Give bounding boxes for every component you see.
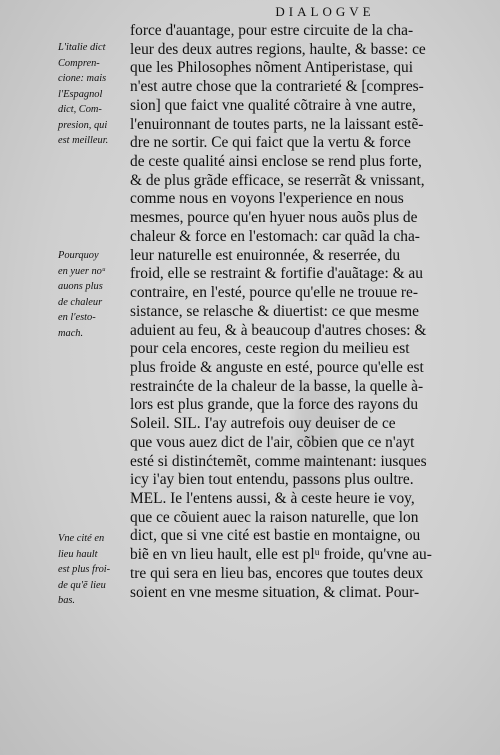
text-line: force d'auantage, pour estre circuite de la cha- xyxy=(130,22,414,39)
text-line: restrainćte de la chaleur de la basse, la quelle à- xyxy=(130,377,424,395)
margin-note-line: l'Espagnol xyxy=(58,88,103,100)
text-line: lors est plus grande, que la force des rayons du xyxy=(130,396,419,414)
margin-note-line: bas. xyxy=(58,595,76,606)
margin-note-line: est plus froi- xyxy=(58,564,111,575)
text-line: soient en vne mesme situation, & climat. Pour- xyxy=(130,583,420,601)
text-line: que les Philosophes nõment Antiperistase, qui xyxy=(130,59,413,77)
margin-note-line: cione: mais xyxy=(58,73,107,84)
margin-note-line: en yuer noᵘ xyxy=(58,265,105,277)
text-line: l'enuironnant de toutes parts, ne la laissant estẽ- xyxy=(130,115,424,133)
text-line: pour cela encores, ceste region du meilieu est xyxy=(130,340,410,358)
margin-note-line: Vne cité en xyxy=(58,533,105,544)
text-line: froid, elle se restraint & fortifie d'auãtage: & au xyxy=(130,265,423,283)
margin-note-line: presion, qui xyxy=(58,119,108,131)
margin-note-line: de chaleur xyxy=(58,296,103,308)
margin-note-high-city xyxy=(58,531,128,609)
text-line: mesmes, pource qu'en hyuer nous auõs plus de xyxy=(130,209,418,227)
text-line: MEL. Ie l'entens aussi, & à ceste heure ie voy, xyxy=(130,489,415,507)
margin-note-line: de qu'ẽ lieu xyxy=(58,579,106,591)
text-line: aduient au feu, & à beaucoup d'autres choses: & xyxy=(130,321,427,339)
margin-note-line: Compren- xyxy=(58,57,100,69)
margin-note-line: dict, Com- xyxy=(58,104,102,115)
text-line: sion] que faict vne qualité cõtraire à vne autre, xyxy=(130,96,416,114)
text-line: que ce cõuient auec la raison naturelle, que lon xyxy=(130,508,419,526)
text-line: leur naturelle est enuironnée, & reserrée, du xyxy=(130,246,401,264)
margin-note-winter-heat xyxy=(58,248,128,341)
margin-note-line: est meilleur. xyxy=(58,135,109,146)
text-line: esté si distinćtemẽt, comme maintenant: iusques xyxy=(130,452,427,470)
text-line: de ceste qualité ainsi enclose se rend plus forte, xyxy=(130,153,422,171)
text-line: dict, que si vne cité est bastie en montaigne, ou xyxy=(130,527,421,545)
text-line: tre qui sera en lieu bas, encores que toutes deux xyxy=(130,564,424,582)
text-line: biẽ en vn lieu hault, elle est plᵘ froide, qu'vne au- xyxy=(130,546,432,564)
running-head: DIALOGVE xyxy=(275,4,375,19)
margin-note-line: auons plus xyxy=(58,281,103,292)
margin-note-line: L'italie dict xyxy=(58,42,106,53)
margin-note-line: en l'esto- xyxy=(58,312,96,323)
text-line: icy i'ay bien tout entendu, passons plus oultre. xyxy=(130,471,414,489)
text-line: comme nous en voyons l'experience en nous xyxy=(130,190,404,208)
margin-note-language xyxy=(58,40,128,149)
margin-note-line: mach. xyxy=(58,327,84,339)
text-line: & de plus grãde efficace, se reserrãt & vnissant, xyxy=(130,171,425,189)
text-line: plus froide & anguste en esté, pource qu'elle est xyxy=(130,358,424,376)
text-line: leur des deux autres regions, haulte, & basse: ce xyxy=(130,40,426,58)
margin-note-line: Pourquoy xyxy=(58,250,99,261)
text-line: chaleur & force en l'estomach: car quãd la cha- xyxy=(130,227,420,245)
text-line: dre ne sortir. Ce qui faict que la vertu & force xyxy=(130,134,411,152)
body-text xyxy=(130,22,458,602)
text-line: sistance, se relasche & diuertist: ce que mesme xyxy=(130,302,419,320)
text-line: que vous auez dict de l'air, cõbien que ce n'ayt xyxy=(130,433,415,451)
text-line: contraire, en l'esté, pource qu'elle ne trouue re- xyxy=(130,284,418,302)
margin-note-line: lieu hault xyxy=(58,548,98,560)
text-line: Soleil. SIL. I'ay autrefois ouy deuiser de ce xyxy=(130,415,396,433)
text-line: n'est autre chose que la contrarieté & [compres- xyxy=(130,78,424,96)
